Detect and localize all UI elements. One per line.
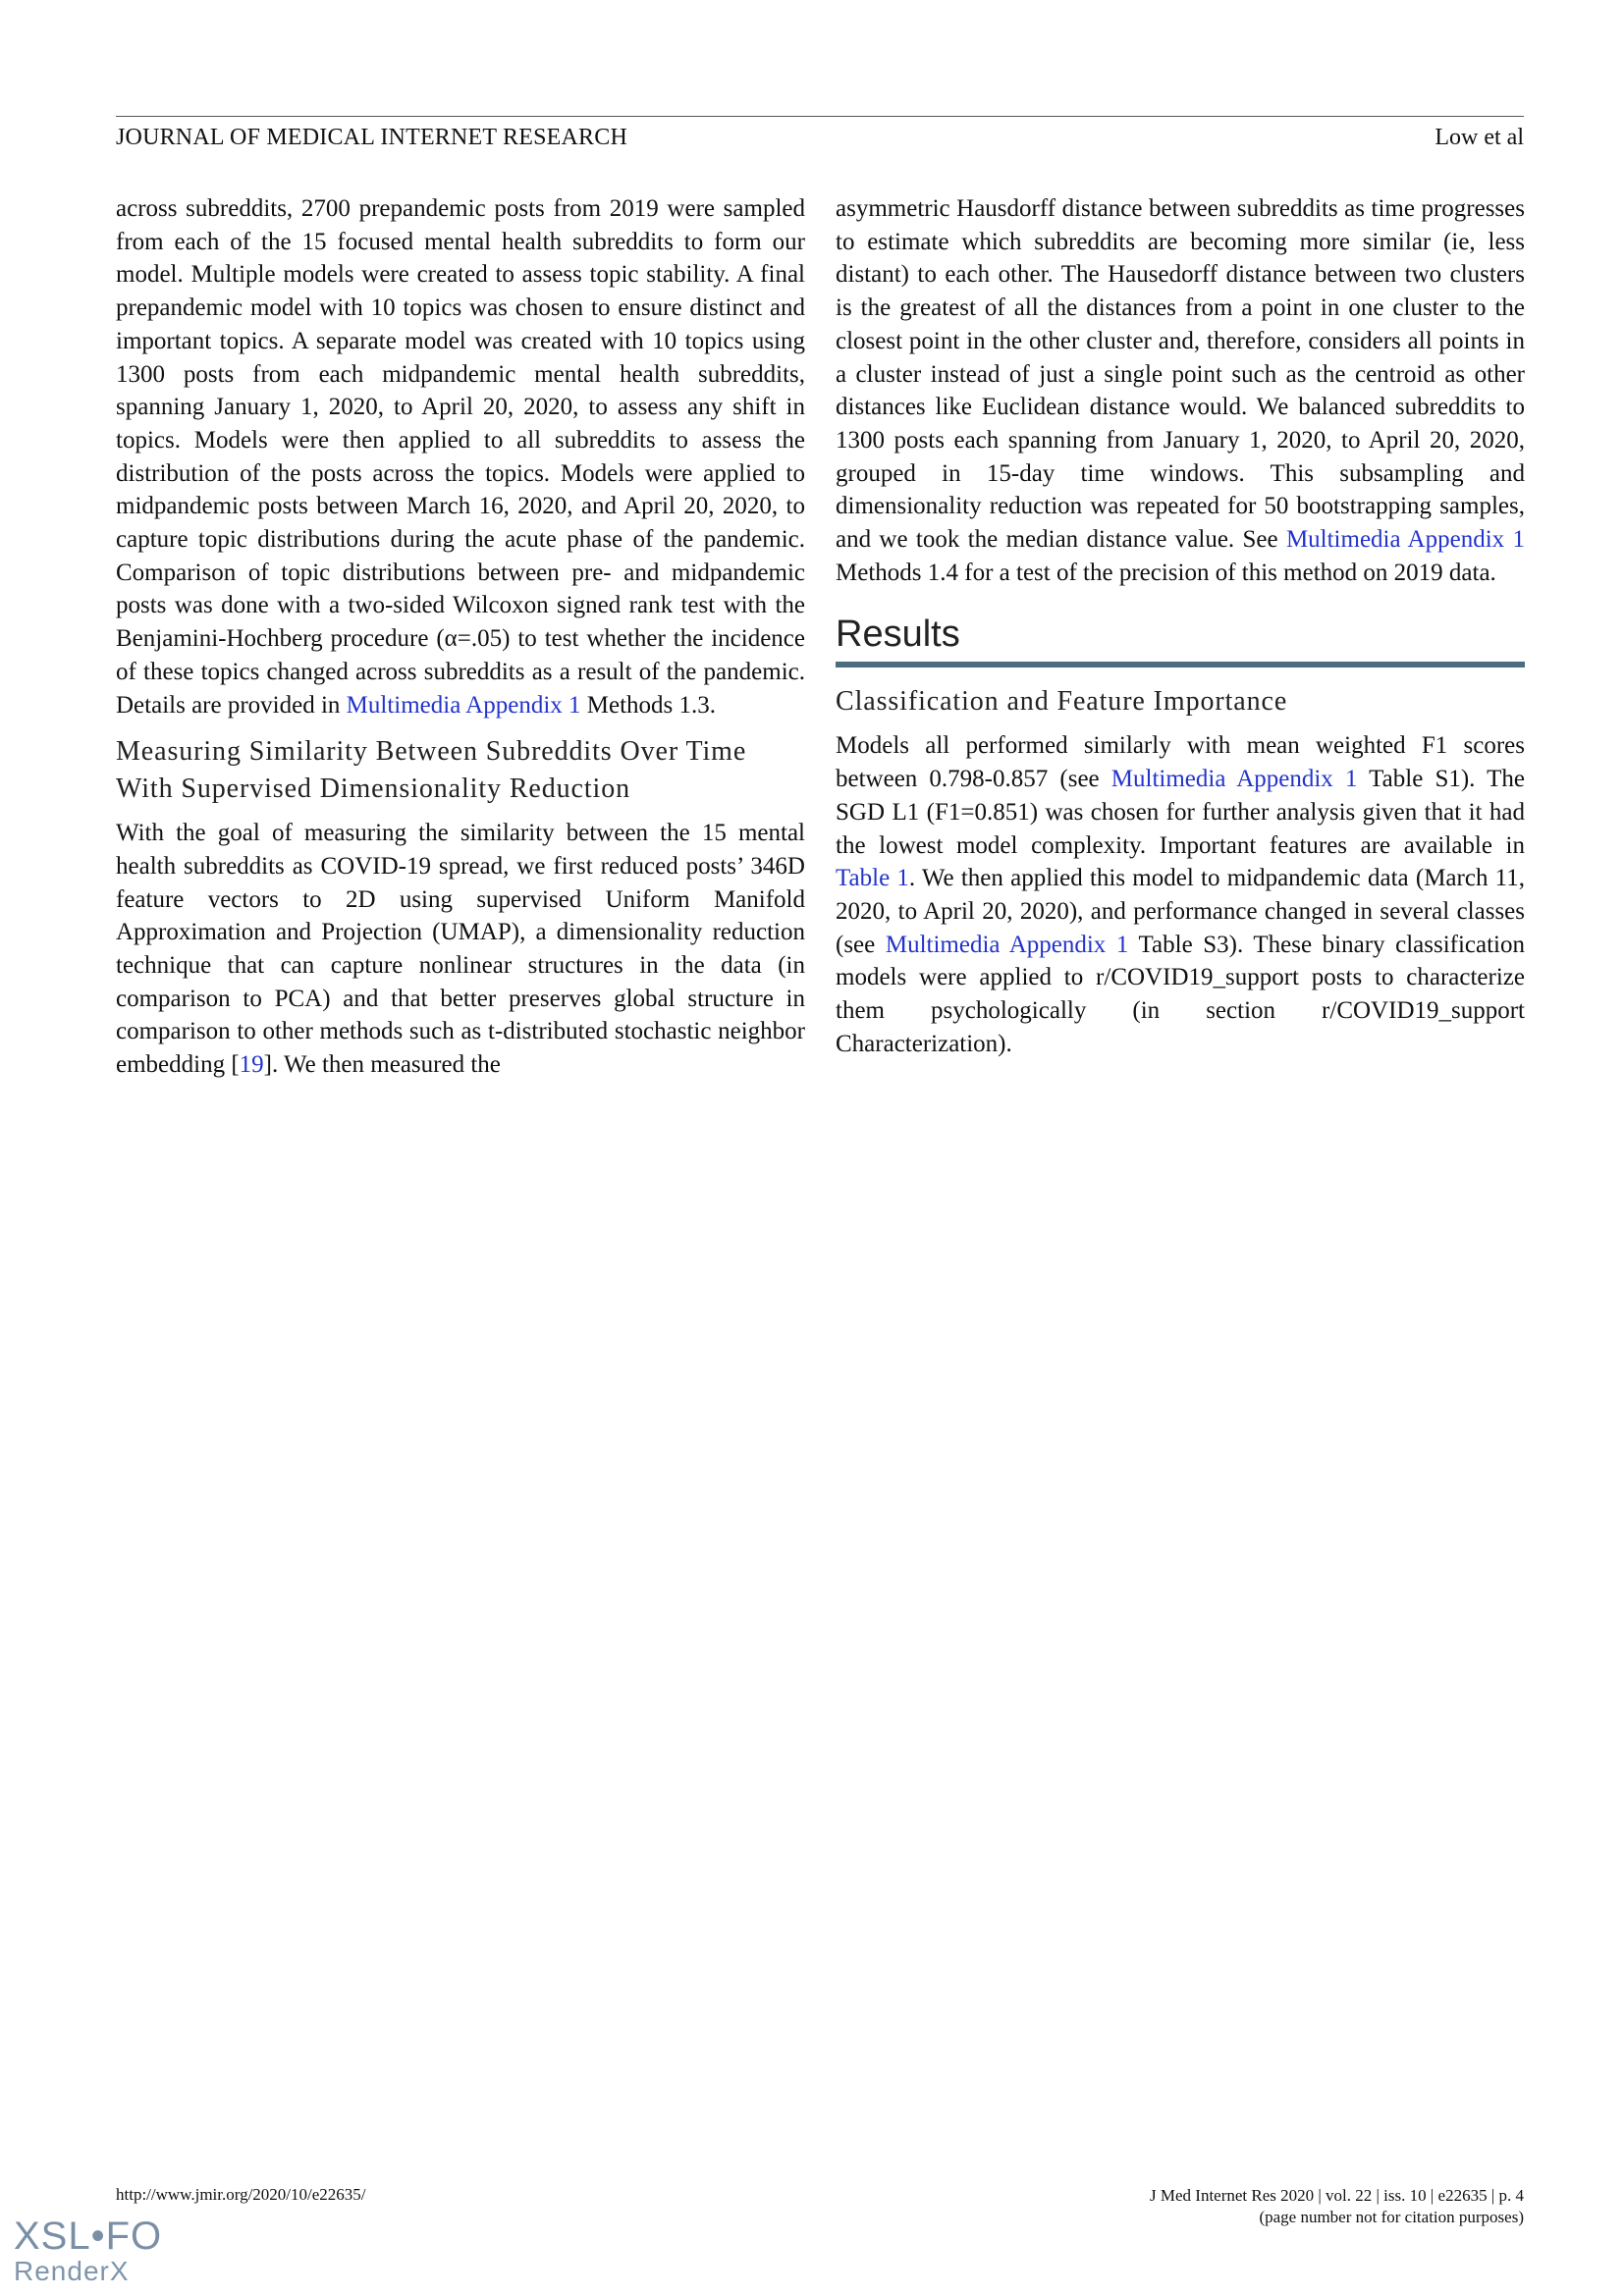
left-column xyxy=(116,192,805,1082)
logo-top-text: XSL•FO xyxy=(14,2215,163,2258)
appendix-link[interactable]: Multimedia Appendix 1 xyxy=(1285,526,1525,554)
page-note: (page number not for citation purposes) xyxy=(1259,2208,1524,2226)
citation-line: J Med Internet Res 2020 | vol. 22 | iss. 10 | e22635 | p. 4 xyxy=(1150,2186,1524,2205)
paragraph-topic-modeling xyxy=(116,192,805,721)
paragraph-text: With the goal of measuring the similarity between the 15 mental health subreddits as COVID-19 spread, we first reduced posts’ 346D feature vectors to 2D using supervised Uniform Manifold Approximation and Projection (UMAP), a dimensionality reduction technique that can capture nonlinear structures in the data (in comparison to PCA) and that better preserves global structure in comparison to other methods such as t-distributed stochastic neighbor embedding [ xyxy=(116,820,805,1079)
paragraph-text: Table S1). The SGD L1 (F1=0.851) was chosen for further analysis given that it had the lowest model complexity. Important features are available in xyxy=(836,766,1525,859)
paragraph-classification xyxy=(836,729,1525,1060)
paragraph-text: . We then applied this model to midpandemic data (March 11, 2020, to April 20, 2020), and performance changed in several classes (see xyxy=(836,865,1525,958)
appendix-link[interactable]: Multimedia Appendix 1 xyxy=(1110,766,1358,793)
paragraph-text: Models all performed similarly with mean weighted F1 scores between 0.798-0.857 (see xyxy=(836,732,1525,793)
subsection-heading-similarity: Measuring Similarity Between Subreddits Over Time With Supervised Dimensionality Reduction xyxy=(116,736,747,805)
appendix-link[interactable]: Multimedia Appendix 1 xyxy=(346,691,581,719)
paragraph-text: across subreddits, 2700 prepandemic posts from 2019 were sampled from each of the 15 focused mental health subreddits to form our model. Multiple models were created to assess topic stability. A final prepandemic model with 10 topics was chosen to ensure distinct and important topics. A separate model was created with 10 topics using 1300 posts from each midpandemic mental health subreddits, spanning January 1, 2020, to April 20, 2020, to assess any shift in topics. Models were then applied to all subreddits to assess the distribution of the posts across the topics. Models were applied to midpandemic posts between March 16, 2020, and April 20, 2020, to capture topic distributions during the acute phase of the pandemic. Comparison of topic distributions between pre- and midpandemic posts was done with a two-sided Wilcoxon signed rank test with the Benjamini-Hochberg procedure (α=.05) to test whether the incidence of these topics changed across subreddits as a result of the pandemic. Details are provided in xyxy=(116,195,805,719)
right-column xyxy=(836,192,1525,1060)
paragraph-text: asymmetric Hausdorff distance between subreddits as time progresses to estimate which subreddits are becoming more similar (ie, less distant) to each other. The Hausedorff distance between two clusters is the greatest of all the distances from a point in one cluster to the closest point in the other cluster and, therefore, considers all points in a cluster instead of just a single point such as the centroid as other distances like Euclidean distance would. We balanced subreddits to 1300 posts each spanning from January 1, 2020, to April 20, 2020, grouped in 15-day time windows. This subsampling and dimensionality reduction was repeated for 50 bootstrapping samples, and we took the median distance value. See xyxy=(836,195,1525,554)
paragraph-text: Methods 1.3. xyxy=(580,691,717,719)
reference-link[interactable]: 19 xyxy=(239,1051,264,1079)
table-link[interactable]: Table 1 xyxy=(836,865,909,892)
paragraph-text: ]. We then measured the xyxy=(263,1051,501,1079)
subsection-heading-classification: Classification and Feature Importance xyxy=(836,686,1288,718)
paragraph-text: Methods 1.4 for a test of the precision of this method on 2019 data. xyxy=(836,559,1496,586)
footer-url: http://www.jmir.org/2020/10/e22635/ xyxy=(116,2185,366,2204)
journal-name: JOURNAL OF MEDICAL INTERNET RESEARCH xyxy=(116,125,627,150)
xslfo-renderx-logo xyxy=(14,2216,162,2287)
paragraph-hausdorff xyxy=(836,192,1525,589)
running-header xyxy=(116,116,1524,150)
logo-bottom-text: RenderX xyxy=(14,2256,130,2286)
paragraph-text: Table S3). These binary classification models were applied to r/COVID19_support posts to characterize them psychologically (in section r/COVID19_support Characterization). xyxy=(836,931,1526,1057)
section-heading-results: Results xyxy=(836,613,1525,667)
appendix-link[interactable]: Multimedia Appendix 1 xyxy=(885,931,1129,958)
paragraph-umap xyxy=(116,817,805,1082)
author-running-head: Low et al xyxy=(1435,125,1524,150)
footer-citation xyxy=(1150,2185,1524,2228)
